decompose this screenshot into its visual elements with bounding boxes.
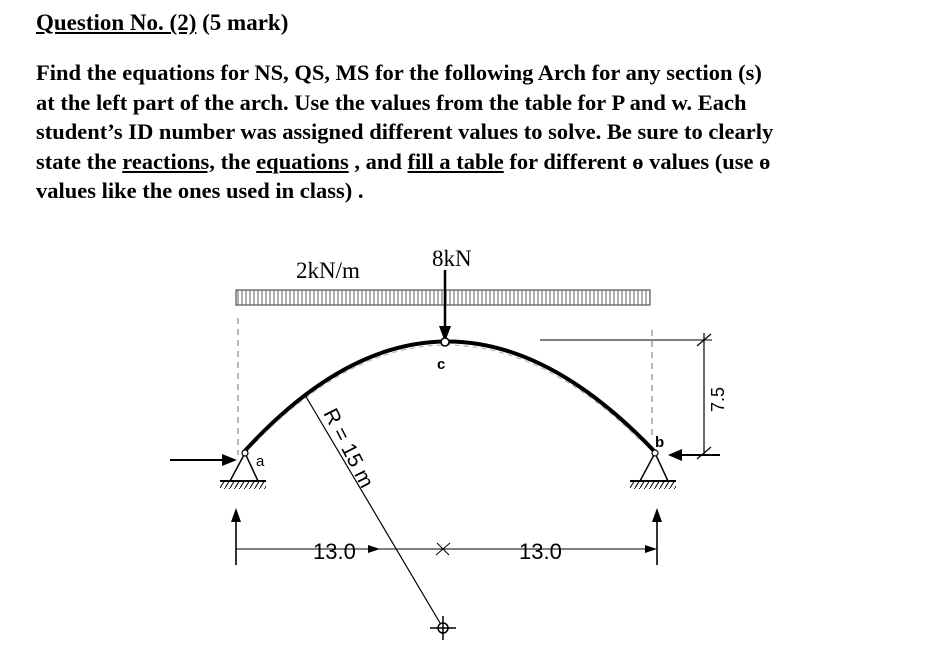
- span-right-label: 13.0: [519, 539, 562, 564]
- arch-center-marker: [430, 616, 456, 640]
- left-horizontal-reaction-arrow: [170, 454, 237, 466]
- question-number: Question No. (2): [36, 10, 197, 35]
- span-arrow-right-end: [645, 545, 657, 553]
- text-run: the: [214, 148, 257, 174]
- radius-line: [305, 395, 443, 628]
- text-run: values like the ones used in class) .: [36, 178, 364, 203]
- text-run: for different ɵ values (use ɵ: [503, 148, 771, 174]
- span-left-label: 13.0: [313, 539, 356, 564]
- span-arrow-left-mid: [368, 545, 380, 553]
- point-load-arrow: [439, 270, 451, 342]
- distributed-load-bar: [236, 290, 650, 305]
- right-horizontal-reaction-arrow: [668, 449, 720, 461]
- text-run: state the: [36, 148, 123, 174]
- distributed-load-label: 2kN/m: [296, 258, 360, 283]
- point-load-label: 8kN: [432, 246, 472, 271]
- crown-hinge: [441, 338, 449, 346]
- text-run: Find the equations for NS, QS, MS for the following Arch for any section (s): [36, 60, 762, 85]
- arch-inner-dashed: [258, 345, 640, 440]
- right-vertical-reaction-arrow: [652, 508, 662, 565]
- support-a-label: a: [256, 453, 265, 470]
- text-run: student’s ID number was assigned different values to solve. Be sure to clearly: [36, 119, 774, 144]
- support-b-label: b: [655, 434, 665, 451]
- text-run: , and: [348, 148, 408, 174]
- crown-label: c: [437, 356, 446, 373]
- radius-label: R = 15 m: [318, 404, 378, 492]
- right-pin-support: [630, 450, 676, 489]
- underlined-term: reactions,: [122, 148, 215, 174]
- left-vertical-reaction-arrow: [231, 508, 241, 565]
- underlined-term: fill a table: [407, 148, 504, 174]
- rise-label: 7.5: [708, 386, 728, 412]
- arch-curve: [243, 342, 656, 454]
- underlined-term: equations: [256, 148, 349, 174]
- text-run: at the left part of the arch. Use the values from the table for P and w. Each: [36, 89, 747, 115]
- question-marks: (5 mark): [196, 10, 289, 35]
